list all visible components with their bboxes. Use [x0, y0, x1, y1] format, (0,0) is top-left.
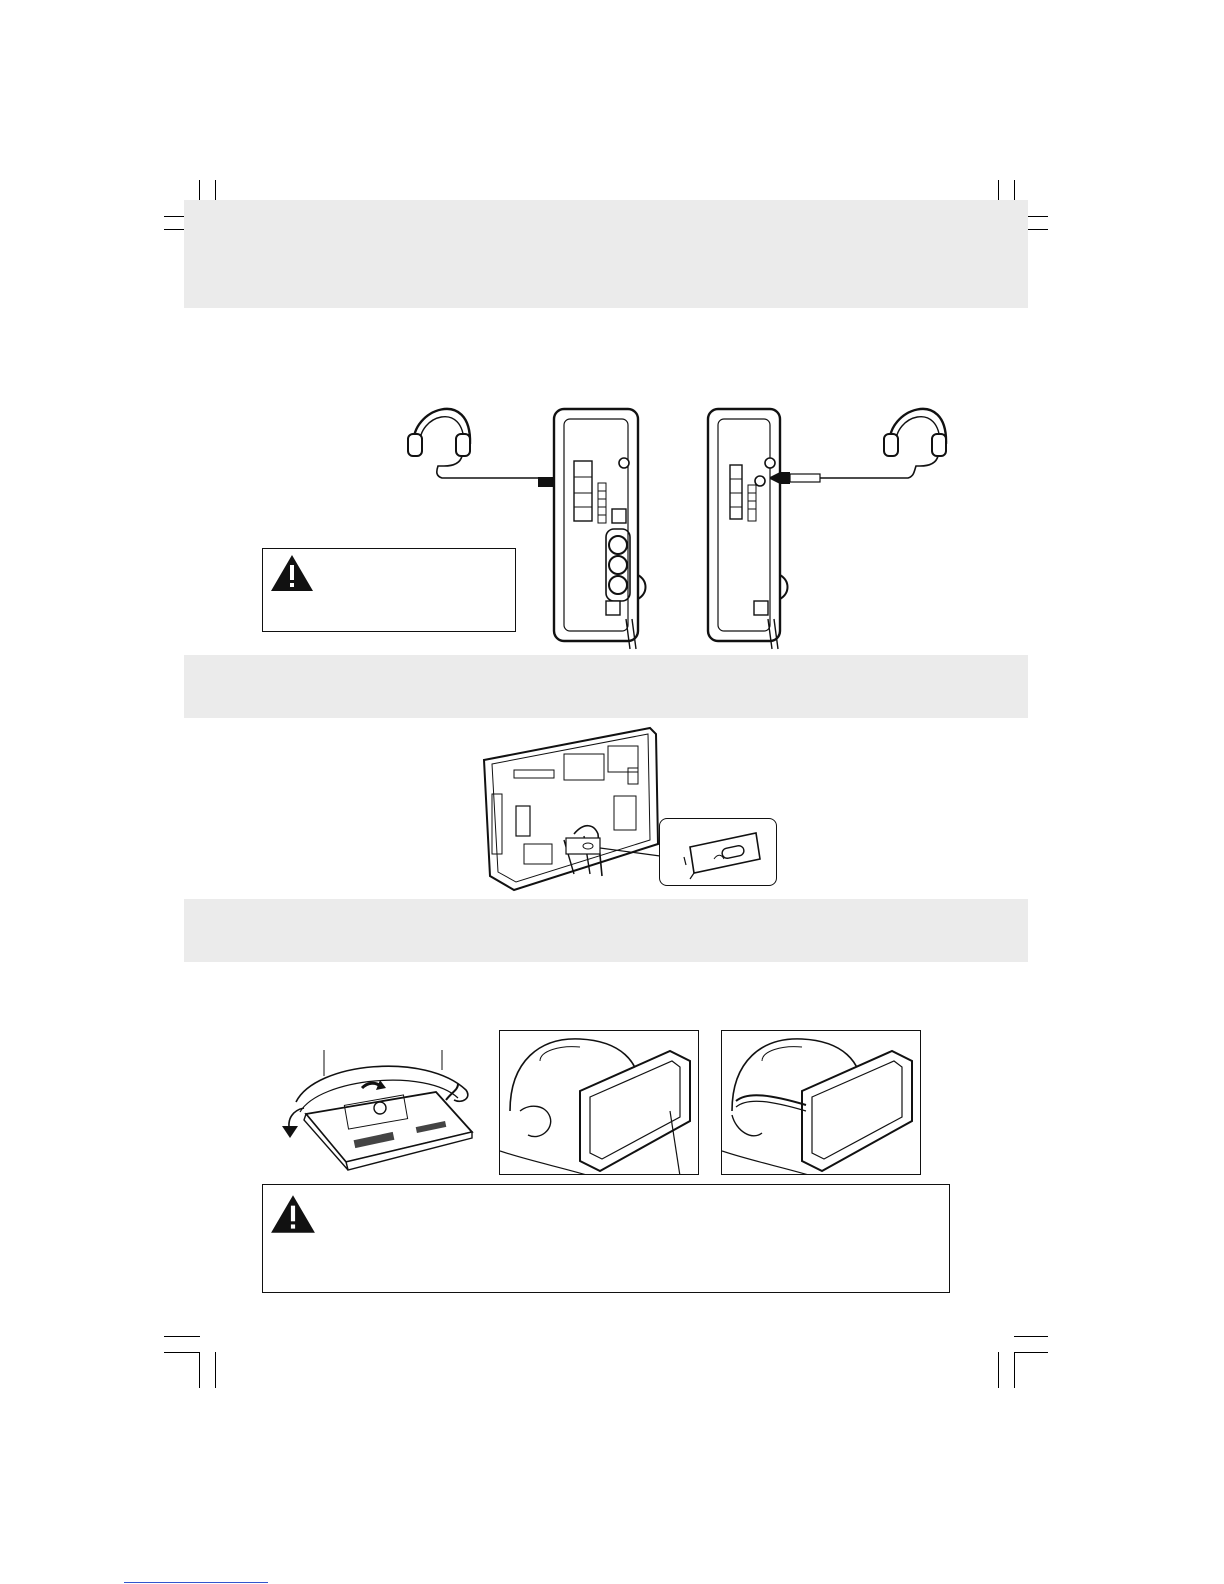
section-band-stand [184, 655, 1028, 718]
warning-box-headphones [262, 548, 516, 632]
stand-detail-illustration [660, 819, 777, 886]
crop-mark [1014, 1352, 1048, 1353]
warning-triangle-icon [269, 553, 315, 593]
section-band-headrest [184, 899, 1028, 962]
footer-rule [124, 1582, 268, 1583]
headrest-mount-step-2 [721, 1030, 921, 1175]
crop-mark [215, 1352, 216, 1388]
headrest-mount-step-1 [499, 1030, 699, 1175]
crop-mark [1014, 1352, 1015, 1388]
crop-mark [164, 1336, 200, 1337]
stand-detail-inset [659, 818, 777, 886]
crop-mark [199, 1352, 200, 1388]
section-band-headphones [184, 200, 1028, 308]
headrest-mount-illustration [722, 1031, 921, 1175]
headrest-mount-illustration [500, 1031, 699, 1175]
crop-mark [164, 1352, 200, 1353]
warning-box-mounting [262, 1184, 950, 1293]
crop-mark [1014, 1336, 1048, 1337]
crop-mark [998, 1352, 999, 1388]
warning-triangle-icon [269, 1193, 317, 1235]
headphones-icon [770, 392, 970, 492]
mounting-strap-diagram [276, 1042, 480, 1176]
player-side-view-left [540, 405, 650, 655]
